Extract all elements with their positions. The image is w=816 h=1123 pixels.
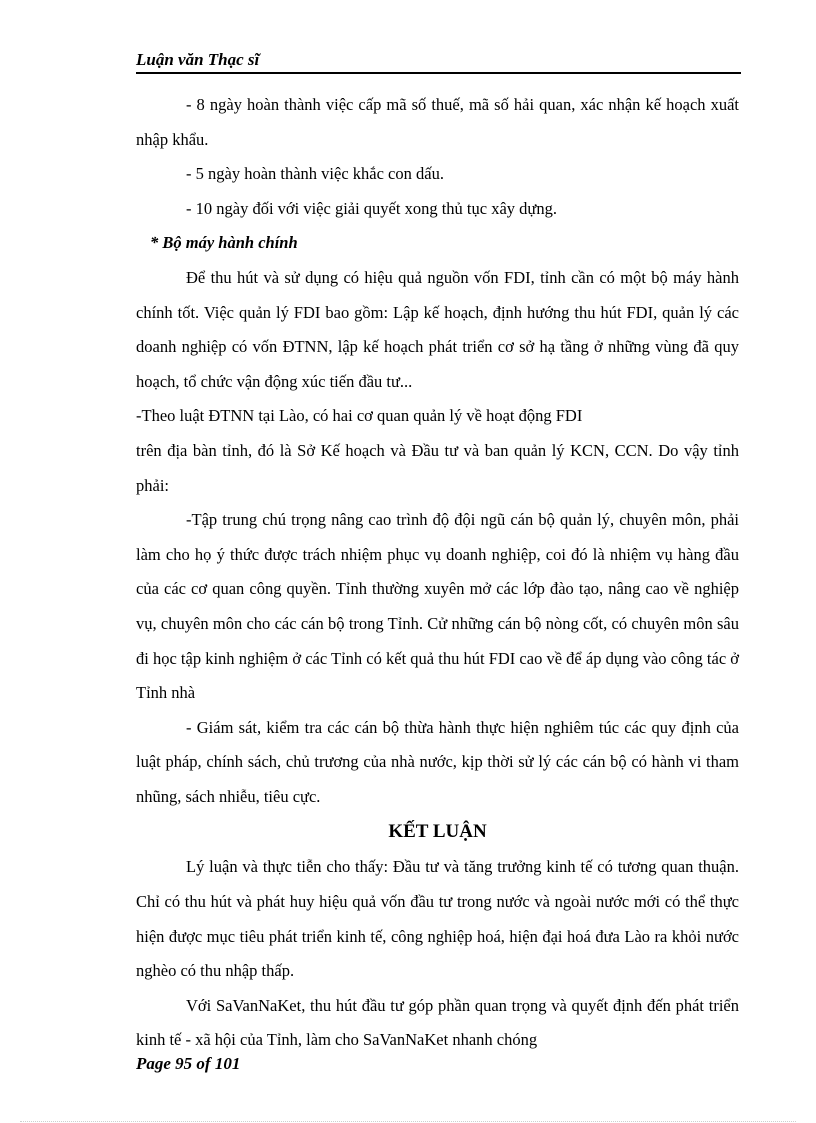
paragraph-supervision: - Giám sát, kiểm tra các cán bộ thừa hành thực hiện nghiêm túc các quy định của luật pháp, chính sách, chủ trương của nhà nước, kịp thời sử lý các cán bộ có hành vi tham nhũng, sách nhiễu, tiêu cực.: [136, 717, 739, 806]
paragraph-province: trên địa bàn tỉnh, đó là Sở Kế hoạch và Đầu tư và ban quản lý KCN, CCN. Do vậy tỉnh phải:: [136, 440, 739, 495]
paragraph-fdi-management: Để thu hút và sử dụng có hiệu quả nguồn vốn FDI, tỉnh cần có một bộ máy hành chính tốt. Việc quản lý FDI bao gồm: Lập kế hoạch, định hướng thu hút FDI, quản lý các doanh nghiệp có vốn ĐTNN, lập kế hoạch phát triển cơ sở hạ tầng ở những vùng đã quy hoạch, tổ chức vận động xúc tiến đầu tư...: [136, 267, 739, 391]
section-heading-conclusion: KẾT LUẬN: [388, 821, 487, 843]
header-title: Luận văn Thạc sĩ: [136, 50, 260, 69]
page-edge-divider: [20, 1121, 796, 1122]
paragraph-training: -Tập trung chú trọng nâng cao trình độ đội ngũ cán bộ quản lý, chuyên môn, phải làm cho họ ý thức được trách nhiệm phục vụ doanh nghiệp, coi đó là nhiệm vụ hàng đầu của các cơ quan công quyền. Tỉnh thường xuyên mở các lớp đào tạo, nâng cao về nghiệp vụ, chuyên môn cho các cán bộ trong Tỉnh. Cử những cán bộ nòng cốt, có chuyên môn sâu đi học tập kinh nghiệm ở các Tỉnh có kết quả thu hút FDI cao về để áp dụng vào công tác ở Tỉnh nhà: [136, 510, 739, 703]
paragraph-seal: - 5 ngày hoàn thành việc khắc con dấu.: [186, 164, 444, 184]
running-header: [136, 50, 741, 74]
subheading-administration: * Bộ máy hành chính: [150, 233, 298, 253]
page-number: Page 95 of 101: [136, 1054, 241, 1073]
paragraph-theory: Lý luận và thực tiễn cho thấy: Đầu tư và tăng trưởng kinh tế có tương quan thuận. Chỉ có thu hút và phát huy hiệu quả vốn đầu tư trong nước và ngoài nước mới có thể thực hiện được mục tiêu phát triển kinh tế, công nghiệp hoá, hiện đại hoá đưa Lào ra khỏi nước nghèo có thu nhập thấp.: [136, 857, 739, 981]
paragraph-law: -Theo luật ĐTNN tại Lào, có hai cơ quan quản lý về hoạt động FDI: [136, 406, 583, 426]
paragraph-savannaket: Với SaVanNaKet, thu hút đầu tư góp phần quan trọng và quyết định đến phát triển kinh tế - xã hội của Tỉnh, làm cho SaVanNaKet nhanh chóng: [136, 995, 739, 1050]
document-body: [136, 88, 739, 1058]
paragraph-construction: - 10 ngày đối với việc giải quyết xong thủ tục xây dựng.: [186, 198, 557, 218]
paragraph-tax-code: - 8 ngày hoàn thành việc cấp mã số thuế, mã số hải quan, xác nhận kế hoạch xuất nhập khẩu.: [136, 95, 739, 149]
